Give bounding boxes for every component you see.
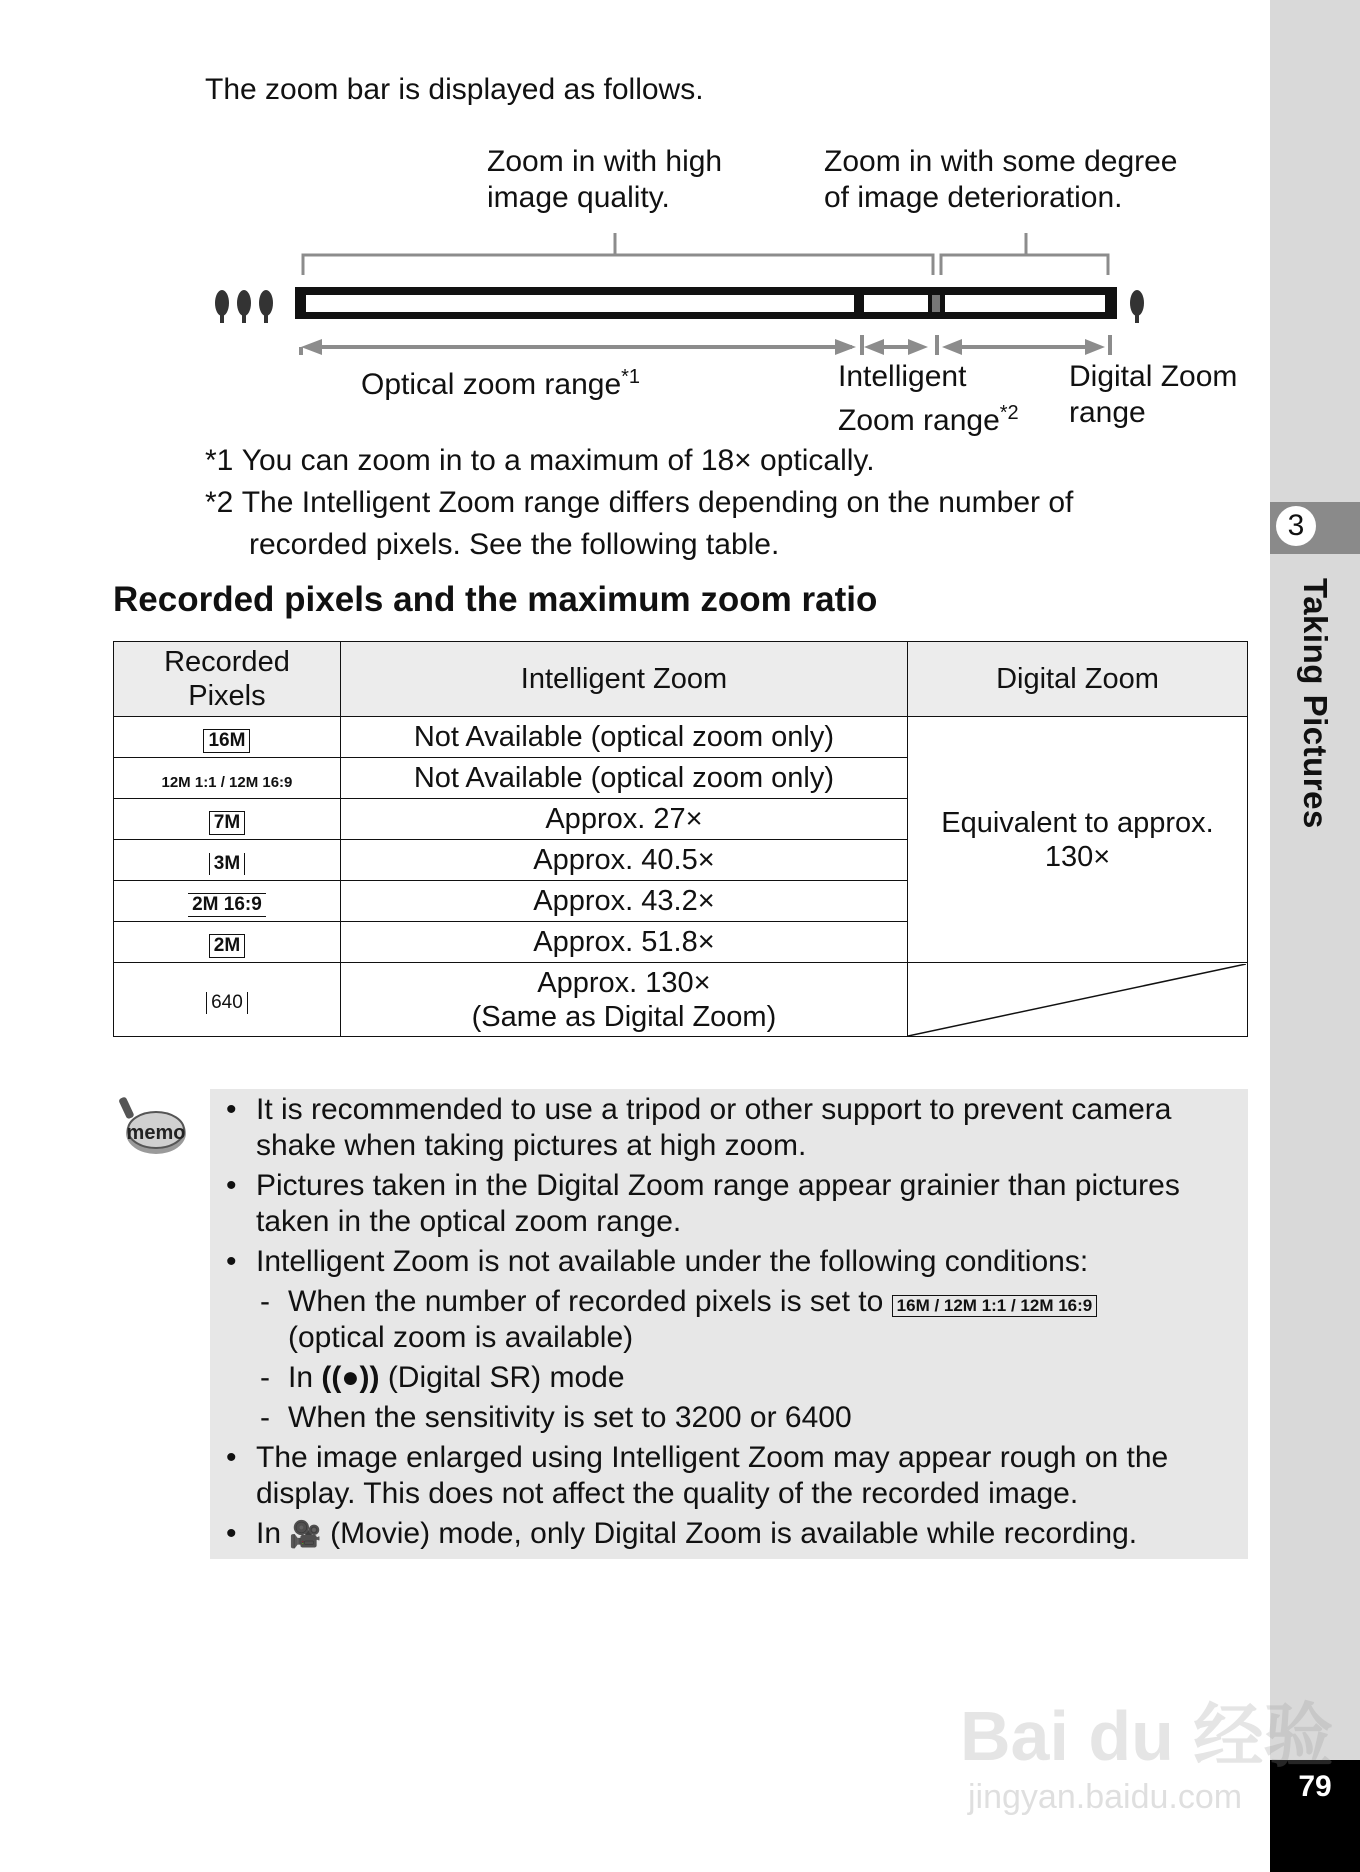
wide-icon xyxy=(215,290,273,323)
memo-bullet: • In 🎥 (Movie) mode, only Digital Zoom is available while recording. xyxy=(222,1516,1242,1552)
movie-icon: 🎥 xyxy=(289,1519,322,1549)
table-row xyxy=(114,963,1248,1037)
pixel-icon-640: 640 xyxy=(206,992,248,1014)
pixel-icons-inline: 16M / 12M 1:1 / 12M 16:9 xyxy=(892,1295,1098,1317)
bar-marker xyxy=(932,295,940,312)
memo-icon xyxy=(114,1095,190,1161)
memo-sub-bullet: - When the sensitivity is set to 3200 or 6400 xyxy=(222,1400,1242,1436)
bracket-deterioration xyxy=(941,255,1108,275)
zoom-ratio-table xyxy=(113,641,1248,1037)
chapter-sidebar xyxy=(1270,0,1360,1872)
bar-intelligent-segment xyxy=(864,295,928,312)
chapter-number: 3 xyxy=(1276,506,1316,546)
range-arrows xyxy=(301,335,1110,355)
memo-bullet: • It is recommended to use a tripod or other support to prevent camera shake when taking pictures at high zoom. xyxy=(222,1092,1242,1164)
memo-sub-bullet: - When the number of recorded pixels is set to 16M / 12M 1:1 / 12M 16:9 (optical zoom is available) xyxy=(222,1284,1242,1356)
range-brackets xyxy=(303,233,1108,275)
footnote-1: *1 You can zoom in to a maximum of 18× optically. xyxy=(205,444,875,477)
cell-digital-empty xyxy=(907,963,1247,1037)
bar-digital-segment xyxy=(945,295,1105,312)
memo-sub-bullet: - In ((●)) (Digital SR) mode xyxy=(222,1360,1242,1396)
bracket-high-quality xyxy=(303,255,933,275)
label-deterioration: Zoom in with some degree of image deterioration. xyxy=(824,145,1178,214)
cell-intelligent: Approx. 40.5× xyxy=(340,840,907,881)
th-intelligent-zoom: Intelligent Zoom xyxy=(340,642,907,717)
digital-sr-icon: ((●)) xyxy=(321,1361,380,1394)
cell-intelligent: Approx. 51.8× xyxy=(340,922,907,963)
memo-bullet: • The image enlarged using Intelligent Zoom may appear rough on the display. This does not affect the quality of the recorded image. xyxy=(222,1440,1242,1512)
table-header-row xyxy=(114,642,1248,717)
diagonal-slash xyxy=(908,964,1246,1036)
watermark-logo: Bai du 经验 xyxy=(960,1697,1334,1775)
cell-intelligent: Approx. 43.2× xyxy=(340,881,907,922)
bar-optical-segment xyxy=(306,295,854,312)
cell-intelligent: Not Available (optical zoom only) xyxy=(340,717,907,758)
th-recorded-pixels: Recorded Pixels xyxy=(114,642,341,717)
cell-intelligent: Approx. 130× (Same as Digital Zoom) xyxy=(340,963,907,1037)
svg-text:memo: memo xyxy=(126,1122,186,1144)
digital-range-label: Digital Zoom range xyxy=(1069,360,1238,429)
memo-bullets xyxy=(222,1092,1242,1556)
label-high-quality: Zoom in with high image quality. xyxy=(487,145,723,214)
page-number: 79 xyxy=(1298,1770,1332,1803)
cell-digital-merged: Equivalent to approx. 130× xyxy=(907,717,1247,963)
pixel-icon-2m-169: 2M 16:9 xyxy=(188,893,266,917)
cell-intelligent: Approx. 27× xyxy=(340,799,907,840)
memo-bullet: • Pictures taken in the Digital Zoom range appear grainier than pictures taken in the optical zoom range. xyxy=(222,1168,1242,1240)
section-title: Recorded pixels and the maximum zoom ratio xyxy=(113,580,878,619)
zoom-bar-diagram xyxy=(200,215,1260,355)
footnote-2-cont: recorded pixels. See the following table. xyxy=(249,528,780,561)
pixel-icon-2m: 2M xyxy=(209,934,245,958)
pixel-icon-3m: 3M xyxy=(209,853,245,875)
pixel-icon-7m: 7M xyxy=(209,811,245,835)
cell-intelligent: Not Available (optical zoom only) xyxy=(340,758,907,799)
intelligent-range-label: Intelligent Zoom range$^{*2}$ xyxy=(838,360,1019,437)
tele-icon xyxy=(1130,290,1144,323)
footnote-2: *2 The Intelligent Zoom range differs depending on the number of xyxy=(205,486,1074,519)
chapter-title: Taking Pictures xyxy=(1297,578,1334,829)
memo-bullet: • Intelligent Zoom is not available under the following conditions: xyxy=(222,1244,1242,1280)
pixel-icon-12m: 12M 1:1 / 12M 16:9 xyxy=(161,773,293,791)
watermark-url: jingyan.baidu.com xyxy=(968,1778,1243,1816)
pixel-icon-16m: 16M xyxy=(203,729,250,753)
optical-range-label: Optical zoom range$^{*1}$ xyxy=(361,366,641,401)
th-digital-zoom: Digital Zoom xyxy=(907,642,1247,717)
intro-text: The zoom bar is displayed as follows. xyxy=(205,73,704,106)
table-row xyxy=(114,717,1248,758)
